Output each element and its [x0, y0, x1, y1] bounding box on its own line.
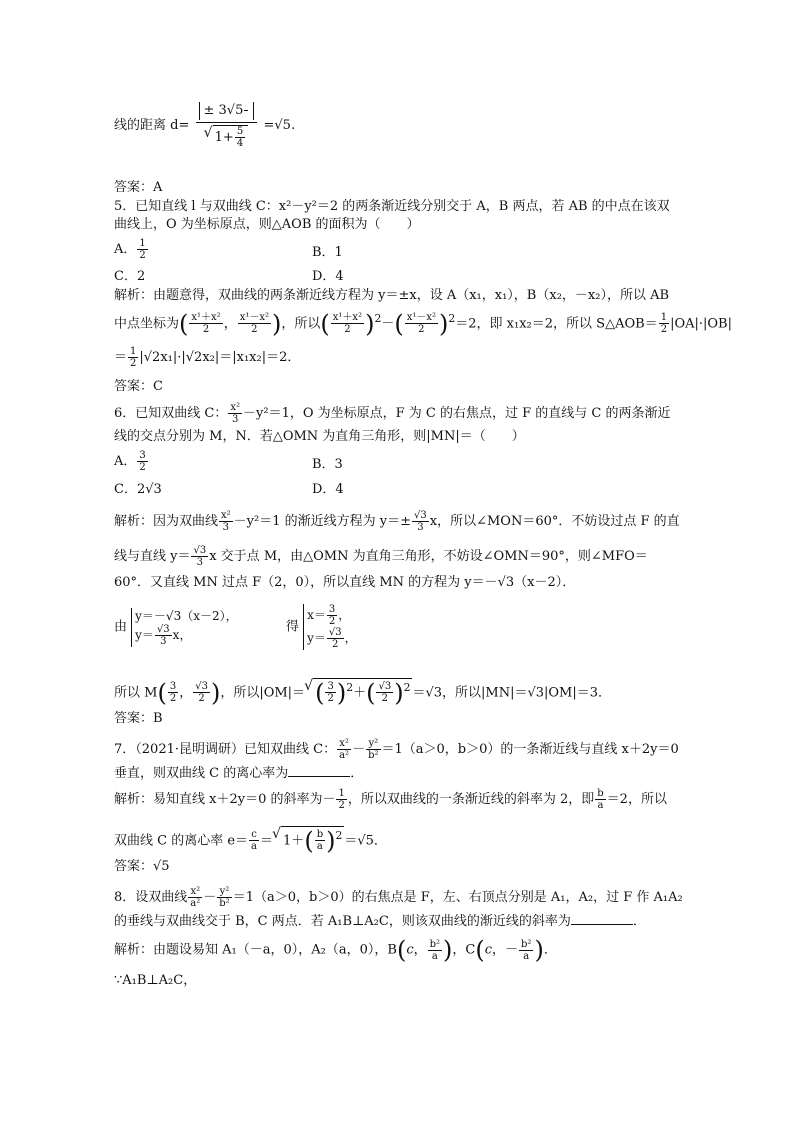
solution-6-line3: 60°．又直线 MN 过点 F（2，0），所以直线 MN 的方程为 y＝－√3（x－2）． [114, 575, 576, 590]
system-right: x＝ $\frac{3}{2}$ ， y＝ $\frac{√3}{2}$ ， [303, 604, 357, 650]
solution-8-line2: ∵A₁B⊥A₂C， [114, 973, 197, 988]
q5-option-a: A． $\frac{1}{2}$ [114, 238, 146, 261]
question-7-line1: 7．（2021·昆明调研）已知双曲线 C： $\frac{\text{x²}}{\text{a²}}$ － $\frac{\text{y²}}{\text{b²}}$ ＝1（a＞0，b＞0）的一条渐近线与直线 x＋2y＝0 [114, 738, 679, 761]
solution-8-line1: 解析：由题设易知 A₁（－a，0），A₂（a，0），B(c， $\frac{\text{b²}}{a}$ )，C(c，－ $\frac{\text{b²}}{a}$ )． [114, 936, 557, 964]
q5-option-d: D．4 [312, 269, 344, 284]
q5-option-c: C．2 [114, 269, 146, 284]
solution-6-system: 由 y＝－√3（x－2）， y＝ $\frac{√3}{3}$ x， 得 x＝ $\frac{3}{2}$ ， y＝ $\frac{√3}{2}$ ， [114, 604, 357, 650]
solution-5-line3: ＝ $\frac{1}{2}$ |√2x₁|·|√2x₂|＝|x₁x₂|＝2． [114, 346, 301, 369]
solution-6-line2: 线与直线 y＝ $\frac{√3}{3}$ x 交于点 M，由△OMN 为直角三角形，不妨设∠OMN＝90°，则∠MFO＝ [114, 545, 648, 568]
solution-7-line2: 双曲线 C 的离心率 e＝ $\frac{c}{a}$ ＝√ 1＋( $\frac{b}{a}$ )$^2$ ＝√5． [114, 826, 387, 853]
answer-4: 答案：A [114, 180, 163, 195]
solution-7-line1: 解析：易知直线 x＋2y＝0 的斜率为－ $\frac{1}{2}$ ，所以双曲线的一条渐近线的斜率为 2，即 $\frac{b}{a}$ ＝2，所以 [114, 788, 667, 811]
distance-fraction: ± 3√5 √ 1+ $\frac{5}{4}$ [196, 102, 258, 149]
answer-5: 答案：C [114, 379, 163, 394]
system-left: y＝－√3（x－2）， y＝ $\frac{√3}{3}$ x， [131, 608, 237, 647]
answer-blank[interactable] [571, 912, 633, 925]
question-8-line2: 的垂线与双曲线交于 B，C 两点．若 A₁B⊥A₂C，则该双曲线的渐近线的斜率为 ． [114, 914, 646, 929]
question-6-line2: 线的交点分别为 M，N．若△OMN 为直角三角形，则|MN|＝（ ） [114, 429, 525, 444]
solution-6-line1: 解析：因为双曲线 $\frac{\text{x²}}{3}$ －y²＝1 的渐近线方程为 y＝± $\frac{√3}{3}$ x，所以∠MON＝60°．不妨设过点 F 的直 [114, 510, 680, 533]
question-6-line1: 6．已知双曲线 C： $\frac{\text{x²}}{3}$ －y²＝1，O 为坐标原点，F 为 C 的右焦点，过 F 的直线与 C 的两条渐近 [114, 402, 671, 425]
solution-5-line2: 中点坐标为( $\frac{\text{x¹＋x²}}{2}$ ， $\frac{\text{x¹－x²}}{2}$ )，所以( $\frac{\text{x¹＋x²}}{2}$ )$^2$－( $\frac{\text{x¹－x²}}{2}$ )$^2$＝2，即 x₁x₂＝2，所以 S△AOB＝ $\frac{1}{2}$ |OA|·|OB| [114, 309, 732, 338]
answer-blank[interactable] [288, 764, 350, 777]
solution-5-line1: 解析：由题意得，双曲线的两条渐近线方程为 y＝±x，设 A（x₁，x₁），B（x₂，－x₂），所以 AB [114, 288, 670, 303]
text: 线的距离 d= [114, 118, 190, 133]
q6-option-b: B．3 [312, 457, 343, 472]
question-5-line2: 曲线上，O 为坐标原点，则△AOB 的面积为（ ） [114, 217, 420, 232]
q6-option-d: D．4 [312, 482, 344, 497]
question-5-line1: 5．已知直线 l 与双曲线 C：x²－y²＝2 的两条渐近线分别交于 A，B 两点，若 AB 的中点在该双 [114, 199, 670, 214]
q6-option-a: A． $\frac{3}{2}$ [114, 450, 146, 473]
answer-7: 答案：√5 [114, 859, 170, 874]
answer-6: 答案：B [114, 711, 163, 726]
q5-option-b: B．1 [312, 245, 343, 260]
q6-option-c: C．2√3 [114, 482, 162, 497]
distance-line [114, 102, 295, 149]
question-8-line1: 8．设双曲线 $\frac{\text{x²}}{\text{a²}}$ － $\frac{\text{y²}}{\text{b²}}$ ＝1（a＞0，b＞0）的右焦点是 F，左、右顶点分别是 A₁，A₂，过 F 作 A₁A₂ [114, 886, 683, 909]
text: =√5. [263, 118, 296, 133]
question-7-line2: 垂直，则双曲线 C 的离心率为 ． [114, 766, 364, 781]
solution-6-line5: 所以 M( $\frac{3}{2}$ ， $\frac{√3}{2}$ )，所以|OM|＝√ ( $\frac{3}{2}$ )$^2$＋( $\frac{√3}{2}$ )$^2$ ＝√3，所以|MN|＝√3|OM|＝3． [114, 678, 611, 705]
